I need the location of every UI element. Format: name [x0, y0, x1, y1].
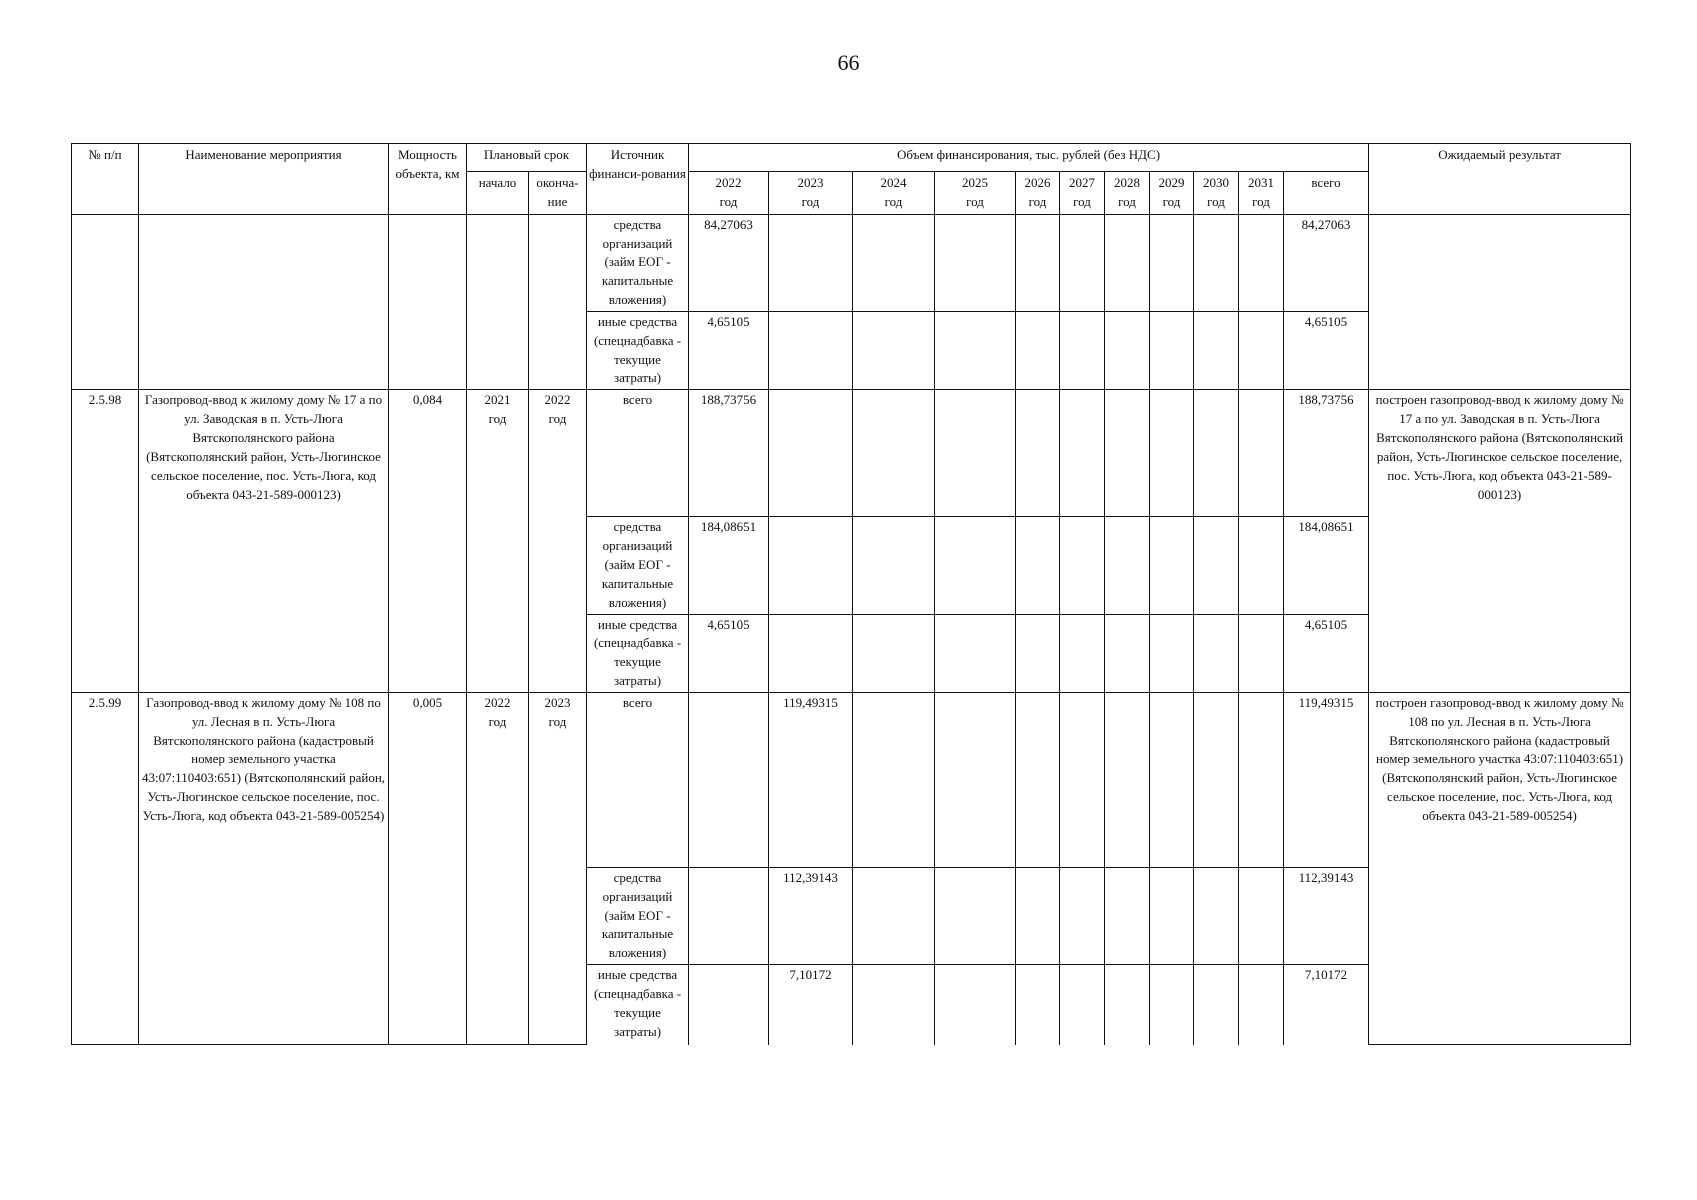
value-empty: [935, 965, 1016, 1045]
value-2023: [769, 311, 853, 389]
value-empty: [935, 692, 1016, 867]
table-body: [72, 214, 1631, 1044]
value-empty: [1060, 692, 1105, 867]
value-2022: 4,65105: [689, 614, 769, 692]
value-empty: [1150, 867, 1194, 964]
header-num: № п/п: [72, 144, 139, 215]
value-empty: [1239, 311, 1284, 389]
value-empty: [1239, 965, 1284, 1045]
source-cell: иные средства (спецнадбавка - текущие затраты): [587, 311, 689, 389]
value-empty: [1060, 965, 1105, 1045]
value-empty: [1016, 517, 1060, 614]
value-total: 4,65105: [1284, 311, 1369, 389]
source-cell: иные средства (спецнадбавка - текущие затраты): [587, 965, 689, 1045]
table-row: [72, 390, 1631, 517]
header-year-value: 2029: [1158, 175, 1185, 190]
value-empty: [1016, 614, 1060, 692]
value-empty: [1150, 614, 1194, 692]
value-empty: [853, 614, 935, 692]
value-2022: 184,08651: [689, 517, 769, 614]
header-year-2024: [853, 172, 935, 215]
header-year-2029: [1150, 172, 1194, 215]
header-year-value: 2026: [1024, 175, 1051, 190]
num-cell: 2.5.99: [72, 692, 139, 1044]
value-total: 4,65105: [1284, 614, 1369, 692]
value-empty: [1194, 390, 1239, 517]
value-empty: [1239, 614, 1284, 692]
value-empty: [1105, 692, 1150, 867]
header-year-unit: год: [966, 193, 984, 209]
end-year: 2023: [544, 694, 571, 710]
start-year: 2021: [484, 392, 511, 408]
value-empty: [1105, 867, 1150, 964]
page-number: 66: [837, 50, 860, 75]
value-2022: 4,65105: [689, 311, 769, 389]
header-year-value: 2031: [1248, 175, 1274, 190]
capacity-cell: [389, 214, 467, 390]
header-year-unit: год: [1028, 193, 1047, 209]
num-cell: 2.5.98: [72, 390, 139, 693]
value-empty: [1150, 311, 1194, 389]
value-empty: [1194, 517, 1239, 614]
value-empty: [1060, 517, 1105, 614]
value-empty: [1016, 390, 1060, 517]
header-planned-term: Плановый срок: [467, 144, 587, 172]
header-end: оконча-ние: [529, 172, 587, 215]
end-unit: год: [548, 713, 567, 729]
result-cell: [1369, 214, 1631, 390]
value-empty: [1239, 692, 1284, 867]
name-cell: Газопровод-ввод к жилому дому № 108 по ул. Лесная в п. Усть-Люга Вятскополянского района (кадастровый номер земельного участка 43:07:110403:651) (Вятскополянский район, Усть-Люгинское сельское поселение, пос. Усть-Люга, код объекта 043-21-589-005254): [139, 692, 389, 1044]
value-empty: [1105, 311, 1150, 389]
start-cell: [467, 390, 529, 693]
value-empty: [935, 614, 1016, 692]
value-empty: [1150, 517, 1194, 614]
value-empty: [1060, 614, 1105, 692]
value-2023: [769, 214, 853, 311]
header-name: Наименование мероприятия: [139, 144, 389, 215]
value-empty: [1239, 390, 1284, 517]
value-empty: [1105, 965, 1150, 1045]
header-year-unit: год: [1207, 193, 1225, 209]
header-year-value: 2022: [715, 175, 742, 190]
start-unit: год: [488, 411, 507, 427]
value-empty: [1016, 692, 1060, 867]
source-cell: всего: [587, 692, 689, 867]
header-year-unit: год: [719, 193, 738, 209]
header-year-unit: год: [884, 193, 903, 209]
value-empty: [1194, 311, 1239, 389]
table-row: [72, 214, 1631, 311]
value-empty: [1194, 965, 1239, 1045]
header-source: Источник финанси-рования: [587, 144, 689, 215]
start-unit: год: [488, 713, 507, 729]
value-total: 119,49315: [1284, 692, 1369, 867]
capacity-cell: 0,084: [389, 390, 467, 693]
value-empty: [1016, 965, 1060, 1045]
header-start: начало: [467, 172, 529, 215]
value-empty: [853, 867, 935, 964]
value-empty: [1105, 517, 1150, 614]
source-cell: средства организаций (займ ЕОГ - капитальные вложения): [587, 867, 689, 964]
value-empty: [853, 311, 935, 389]
value-total: 188,73756: [1284, 390, 1369, 517]
header-year-2027: [1060, 172, 1105, 215]
header-year-unit: год: [1162, 193, 1181, 209]
value-empty: [853, 390, 935, 517]
value-2023: 7,10172: [769, 965, 853, 1045]
header-year-2026: [1016, 172, 1060, 215]
header-year-2028: [1105, 172, 1150, 215]
header-volume: Объем финансирования, тыс. рублей (без НДС): [689, 144, 1369, 172]
value-empty: [1016, 311, 1060, 389]
value-2022: [689, 965, 769, 1045]
start-year: 2022: [484, 694, 511, 710]
end-year: 2022: [544, 392, 571, 408]
start-cell: [467, 214, 529, 390]
result-cell: построен газопровод-ввод к жилому дому № 108 по ул. Лесная в п. Усть-Люга Вятскополянского района (кадастровый номер земельного участка 43:07:110403:651) (Вятскополянский район, Усть-Люгинское сельское поселение, пос. Усть-Люга, код объекта 043-21-589-005254): [1369, 692, 1631, 1044]
value-total: 7,10172: [1284, 965, 1369, 1045]
value-empty: [1239, 517, 1284, 614]
value-empty: [1016, 867, 1060, 964]
value-empty: [935, 390, 1016, 517]
value-empty: [1105, 214, 1150, 311]
value-empty: [853, 214, 935, 311]
header-year-unit: год: [801, 193, 820, 209]
value-empty: [853, 692, 935, 867]
value-2022: [689, 867, 769, 964]
value-empty: [1194, 614, 1239, 692]
header-year-value: 2027: [1069, 175, 1095, 190]
header-result: Ожидаемый результат: [1369, 144, 1631, 215]
value-empty: [1194, 692, 1239, 867]
header-year-2025: [935, 172, 1016, 215]
table-row: [72, 692, 1631, 867]
end-cell: [529, 390, 587, 693]
value-empty: [853, 517, 935, 614]
header-year-value: 2030: [1203, 175, 1229, 190]
value-2022: 84,27063: [689, 214, 769, 311]
name-cell: [139, 214, 389, 390]
capacity-cell: 0,005: [389, 692, 467, 1044]
end-cell: [529, 692, 587, 1044]
header-year-2031: [1239, 172, 1284, 215]
name-cell: Газопровод-ввод к жилому дому № 17 а по ул. Заводская в п. Усть-Люга Вятскополянского района (Вятскополянский район, Усть-Люгинское сельское поселение, пос. Усть-Люга, код объекта 043-21-589-000123): [139, 390, 389, 693]
header-year-unit: год: [1118, 193, 1136, 209]
value-empty: [935, 867, 1016, 964]
header-year-value: 2024: [880, 175, 907, 190]
value-empty: [1060, 867, 1105, 964]
end-unit: год: [548, 411, 567, 427]
header-total: всего: [1284, 172, 1369, 215]
header-capacity: Мощность объекта, км: [389, 144, 467, 215]
value-empty: [1060, 214, 1105, 311]
value-empty: [1105, 390, 1150, 517]
header-year-value: 2028: [1114, 175, 1140, 190]
value-empty: [1150, 214, 1194, 311]
source-cell: средства организаций (займ ЕОГ - капитальные вложения): [587, 517, 689, 614]
value-empty: [935, 517, 1016, 614]
value-empty: [1060, 390, 1105, 517]
header-year-2022: [689, 172, 769, 215]
financing-table: [71, 143, 1631, 1045]
value-empty: [1194, 867, 1239, 964]
value-total: 112,39143: [1284, 867, 1369, 964]
value-empty: [1194, 214, 1239, 311]
value-empty: [1016, 214, 1060, 311]
value-empty: [1239, 867, 1284, 964]
value-empty: [935, 311, 1016, 389]
result-cell: построен газопровод-ввод к жилому дому № 17 а по ул. Заводская в п. Усть-Люга Вятскополянского района (Вятскополянский район, Усть-Люгинское сельское поселение, пос. Усть-Люга, код объекта 043-21-589-000123): [1369, 390, 1631, 693]
value-empty: [1060, 311, 1105, 389]
value-empty: [853, 965, 935, 1045]
header-year-unit: год: [1252, 193, 1270, 209]
value-2023: [769, 517, 853, 614]
value-2023: [769, 390, 853, 517]
end-cell: [529, 214, 587, 390]
value-2023: 119,49315: [769, 692, 853, 867]
value-2023: 112,39143: [769, 867, 853, 964]
header-year-value: 2023: [797, 175, 824, 190]
value-empty: [1105, 614, 1150, 692]
source-cell: средства организаций (займ ЕОГ - капитальные вложения): [587, 214, 689, 311]
value-2023: [769, 614, 853, 692]
value-total: 84,27063: [1284, 214, 1369, 311]
value-empty: [935, 214, 1016, 311]
value-2022: 188,73756: [689, 390, 769, 517]
value-empty: [1150, 390, 1194, 517]
value-2022: [689, 692, 769, 867]
source-cell: иные средства (спецнадбавка - текущие затраты): [587, 614, 689, 692]
header-year-2023: [769, 172, 853, 215]
header-year-unit: год: [1073, 193, 1091, 209]
value-empty: [1239, 214, 1284, 311]
header-year-value: 2025: [962, 175, 988, 190]
source-cell: всего: [587, 390, 689, 517]
value-empty: [1150, 692, 1194, 867]
start-cell: [467, 692, 529, 1044]
value-total: 184,08651: [1284, 517, 1369, 614]
num-cell: [72, 214, 139, 390]
value-empty: [1150, 965, 1194, 1045]
table-header: [72, 144, 1631, 215]
header-year-2030: [1194, 172, 1239, 215]
